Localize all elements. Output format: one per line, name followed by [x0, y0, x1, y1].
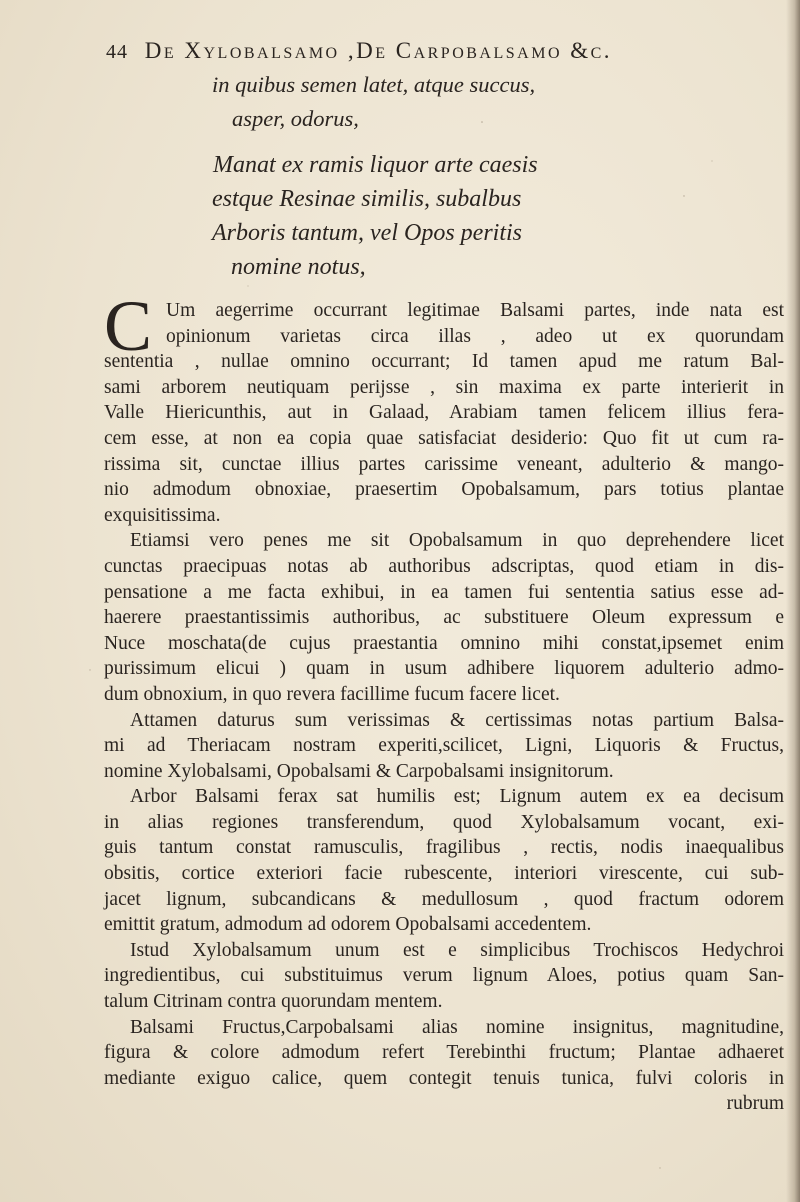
body-text — [104, 298, 784, 1117]
text-line: cunctas praecipuas notas ab authoribus adscriptas, quod etiam in dis- — [104, 555, 784, 577]
text-line: ingredientibus, cui substituimus verum lignum Aloes, potius quam San- — [104, 965, 784, 987]
text-line: Attamen daturus sum verissimas & certissimas notas partium Balsa- — [130, 709, 784, 731]
motto-line-3: Arboris tantum, vel Opos peritis — [212, 220, 522, 246]
text-line: guis tantum constat ramusculis, fragilibus , rectis, nodis inaequalibus — [104, 837, 784, 859]
text-line: purissimum elicui ) quam in usum adhibere liquorem adulterio admo- — [104, 658, 784, 680]
text-line: Etiamsi vero penes me sit Opobalsamum in quo deprehendere licet — [130, 530, 784, 552]
text-line: Nuce moschata(de cujus praestantia omnino mihi constat,ipsemet enim — [104, 632, 784, 654]
catchword: rubrum — [726, 1093, 784, 1115]
text-line: nomine Xylobalsami, Opobalsami & Carpobalsami insignitorum. — [104, 760, 614, 782]
subtitle-line-1: in quibus semen latet, atque succus, — [212, 72, 536, 97]
motto-line-4: nomine notus, — [231, 254, 366, 280]
text-line: opinionum varietas circa illas , adeo ut ex quorundam — [166, 325, 784, 347]
subtitle-line-2: asper, odorus, — [232, 106, 359, 131]
text-line: Balsami Fructus,Carpobalsami alias nomine insignitus, magnitudine, — [130, 1016, 784, 1038]
text-line: Istud Xylobalsamum unum est e simplicibus Trochiscos Hedychroi — [130, 939, 784, 961]
text-line: emittit gratum, admodum ad odorem Opobalsami accedentem. — [104, 914, 592, 936]
text-line: nio admodum obnoxiae, praesertim Opobalsamum, pars totius plantae — [104, 479, 784, 501]
running-title: De Xylobalsamo ,De Carpobalsamo &c. — [144, 38, 613, 63]
text-line: obsitis, cortice exteriori facie rubescente, interiori virescente, cui sub- — [104, 863, 784, 885]
text-line: pensatione a me facta exhibui, in ea tamen fui sententia satius esse ad- — [104, 581, 784, 603]
text-line: figura & colore admodum refert Terebinthi fructum; Plantae adhaeret — [104, 1042, 784, 1064]
text-line: exquisitissima. — [104, 504, 221, 526]
text-line: Valle Hiericunthis, aut in Galaad, Arabiam tamen felicem illius fera- — [104, 402, 784, 424]
page-number: 44 — [106, 41, 128, 63]
text-line: sami arborem neutiquam perijsse , sin maxima ex parte interierit in — [104, 376, 784, 398]
text-line: cem esse, at non ea copia quae satisfaciat desiderio: Quo fit ut cum ra- — [104, 427, 784, 449]
text-line: dum obnoxium, in quo revera facillime fucum facere licet. — [104, 683, 560, 705]
text-line: rissima sit, cunctae illius partes carissime veneant, adulterio & mango- — [104, 453, 784, 475]
text-line: Arbor Balsami ferax sat humilis est; Lignum autem ex ea decisum — [130, 786, 784, 808]
text-line: talum Citrinam contra quorundam mentem. — [104, 991, 443, 1013]
running-head — [106, 38, 786, 72]
page-edge-shadow — [786, 0, 800, 1202]
motto-line-2: estque Resinae similis, subalbus — [212, 186, 522, 212]
text-line: sententia , nullae omnino occurrant; Id tamen apud me ratum Bal- — [104, 351, 784, 373]
text-line: mi ad Theriacam nostram experiti,scilicet, Ligni, Liquoris & Fructus, — [104, 735, 784, 757]
text-line: Um aegerrime occurrant legitimae Balsami partes, inde nata est — [166, 300, 784, 321]
motto-line-1: Manat ex ramis liquor arte caesis — [213, 152, 538, 178]
text-line: in alias regiones transferendum, quod Xylobalsamum vocant, exi- — [104, 811, 784, 833]
text-line: jacet lignum, subcandicans & medullosum , quod fractum odorem — [104, 888, 784, 910]
drop-cap: C — [104, 286, 153, 366]
text-line: mediante exiguo calice, quem contegit tenuis tunica, fulvi coloris in — [104, 1067, 784, 1089]
text-line: haerere praestantissimis authoribus, ac substituere Oleum expressum e — [104, 607, 784, 629]
